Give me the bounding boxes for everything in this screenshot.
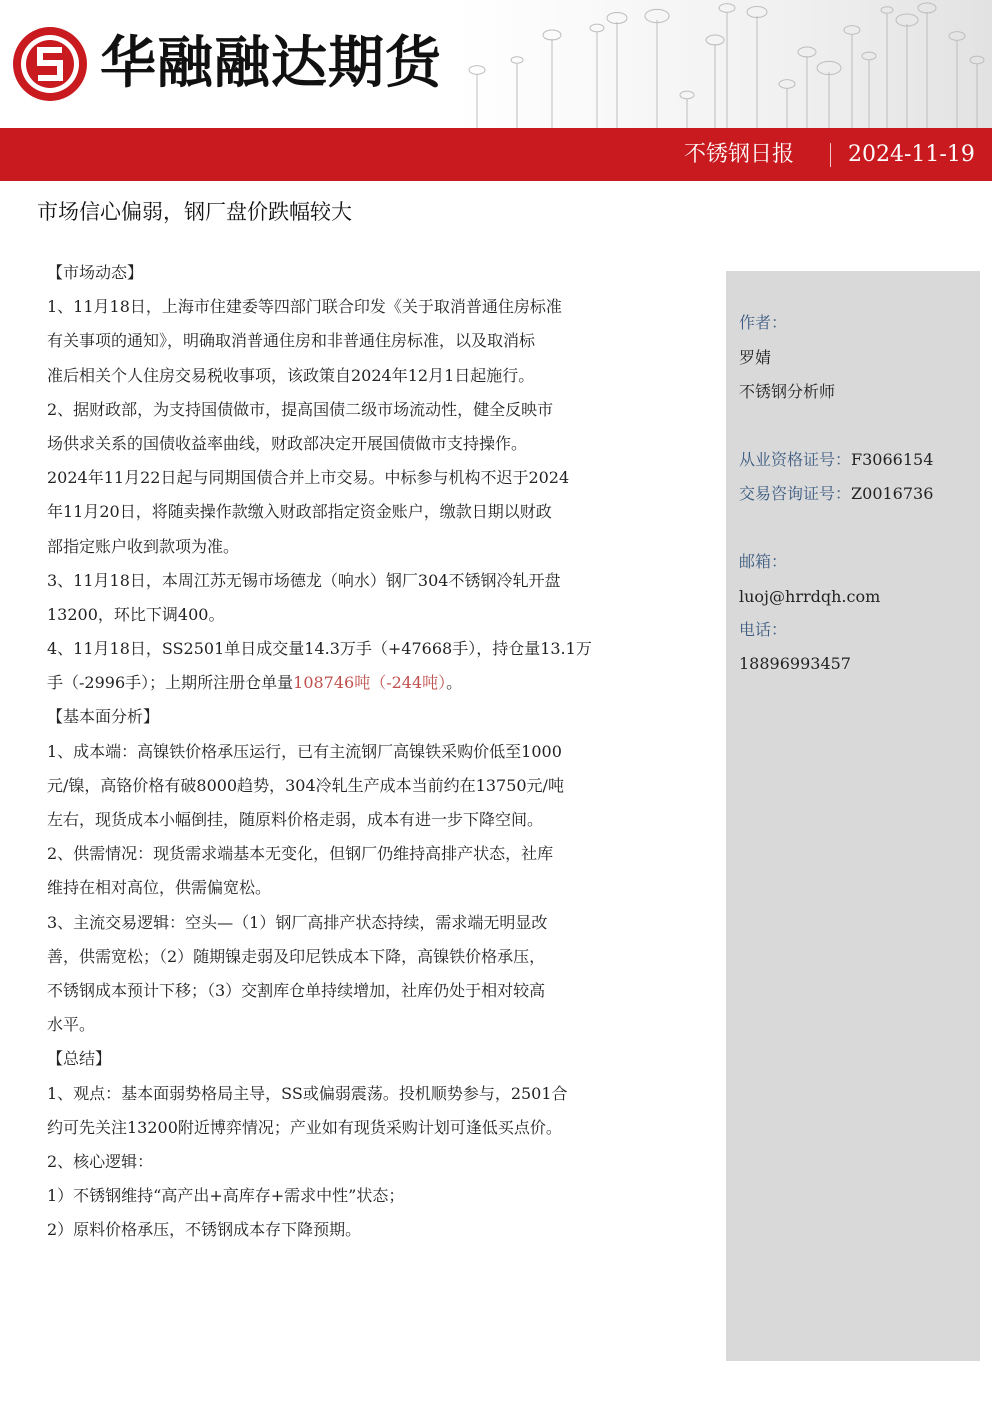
company-name: 华融融达期货 bbox=[100, 31, 442, 96]
decorative-pattern bbox=[457, 0, 992, 128]
report-body bbox=[47, 256, 647, 1247]
body-line: 准后相关个人住房交易税收事项，该政策自2024年12月1日起施行。 bbox=[47, 365, 535, 385]
author-sidebar bbox=[726, 271, 980, 1361]
company-logo-icon bbox=[10, 24, 90, 104]
body-line: 1）不锈钢维持“高产出+高库存+需求中性”状态； bbox=[47, 1186, 405, 1206]
body-line: 1、11月18日，上海市住建委等四部门联合印发《关于取消普通住房标准 bbox=[47, 297, 562, 317]
section-heading: 【总结】 bbox=[47, 1049, 112, 1069]
qualification-label: 从业资格证号： bbox=[739, 450, 852, 469]
body-line: 善，供需宽松；（2）随期镍走弱及印尼铁成本下降，高镍铁价格承压， bbox=[47, 946, 546, 966]
author-label: 作者： bbox=[739, 313, 788, 332]
body-line: 1、观点：基本面弱势格局主导，SS或偏弱震荡。投机顺势参与，2501合 bbox=[47, 1083, 568, 1103]
email-label: 邮箱： bbox=[739, 552, 788, 571]
body-line: 元/镍，高铬价格有破8000趋势，304冷轧生产成本当前约在13750元/吨 bbox=[47, 775, 564, 795]
text-segment: 。 bbox=[446, 673, 463, 693]
consult-number: Z0016736 bbox=[851, 484, 934, 503]
body-line: 3、11月18日，本周江苏无锡市场德龙（响水）钢厂304不锈钢冷轧开盘 bbox=[47, 570, 561, 590]
title-divider bbox=[830, 143, 831, 167]
body-line: 年11月20日，将随卖操作款缴入财政部指定资金账户，缴款日期以财政 bbox=[47, 502, 552, 522]
qualification-row bbox=[739, 443, 933, 477]
body-line-warehouse bbox=[47, 666, 647, 700]
highlighted-value: 108746吨（-244吨） bbox=[293, 673, 447, 693]
body-line: 13200，环比下调400。 bbox=[47, 604, 225, 624]
phone-label: 电话： bbox=[739, 620, 788, 639]
report-title: 不锈钢日报 bbox=[683, 142, 794, 167]
body-line: 水平。 bbox=[47, 1015, 96, 1035]
body-line: 2、供需情况：现货需求端基本无变化，但钢厂仍维持高排产状态，社库 bbox=[47, 844, 554, 864]
phone-number: 18896993457 bbox=[739, 654, 851, 673]
qualification-number: F3066154 bbox=[851, 450, 934, 469]
body-line: 2、核心逻辑： bbox=[47, 1151, 154, 1171]
body-line: 1、成本端：高镍铁价格承压运行，已有主流钢厂高镍铁采购价低至1000 bbox=[47, 741, 562, 761]
section-heading: 【市场动态】 bbox=[47, 263, 144, 282]
author-name: 罗婧 bbox=[739, 348, 772, 367]
report-header bbox=[0, 0, 992, 128]
title-bar bbox=[0, 128, 992, 181]
body-line: 2）原料价格承压，不锈钢成本存下降预期。 bbox=[47, 1220, 362, 1240]
body-line: 场供求关系的国债收益率曲线，财政部决定开展国债做市支持操作。 bbox=[47, 433, 528, 453]
consult-row bbox=[739, 477, 933, 511]
section-heading: 【基本面分析】 bbox=[47, 707, 160, 727]
author-title: 不锈钢分析师 bbox=[739, 382, 836, 401]
report-date: 2024-11-19 bbox=[848, 142, 975, 167]
text-segment: 手（-2996手）；上期所注册仓单量 bbox=[47, 673, 294, 693]
body-line: 维持在相对高位，供需偏宽松。 bbox=[47, 878, 272, 898]
body-line: 有关事项的通知》，明确取消普通住房和非普通住房标准，以及取消标 bbox=[47, 331, 536, 351]
page-headline: 市场信心偏弱，钢厂盘价跌幅较大 bbox=[37, 200, 352, 224]
body-line: 2024年11月22日起与同期国债合并上市交易。中标参与机构不迟于2024 bbox=[47, 468, 570, 488]
body-line: 2、据财政部，为支持国债做市，提高国债二级市场流动性，健全反映市 bbox=[47, 399, 554, 419]
email-address[interactable]: luoj@hrrdqh.com bbox=[739, 587, 881, 606]
body-line: 4、11月18日，SS2501单日成交量14.3万手（+47668手），持仓量13.1万 bbox=[47, 639, 592, 659]
consult-label: 交易咨询证号： bbox=[739, 484, 852, 503]
body-line: 约可先关注13200附近博弈情况；产业如有现货采购计划可逢低买点价。 bbox=[47, 1117, 562, 1137]
body-line: 部指定账户收到款项为准。 bbox=[47, 536, 240, 556]
body-line: 3、主流交易逻辑：空头—（1）钢厂高排产状态持续，需求端无明显改 bbox=[47, 912, 548, 932]
body-line: 不锈钢成本预计下移；（3）交割库仓单持续增加，社库仍处于相对较高 bbox=[47, 980, 546, 1000]
body-line: 左右，现货成本小幅倒挂，随原料价格走弱，成本有进一步下降空间。 bbox=[47, 810, 544, 829]
